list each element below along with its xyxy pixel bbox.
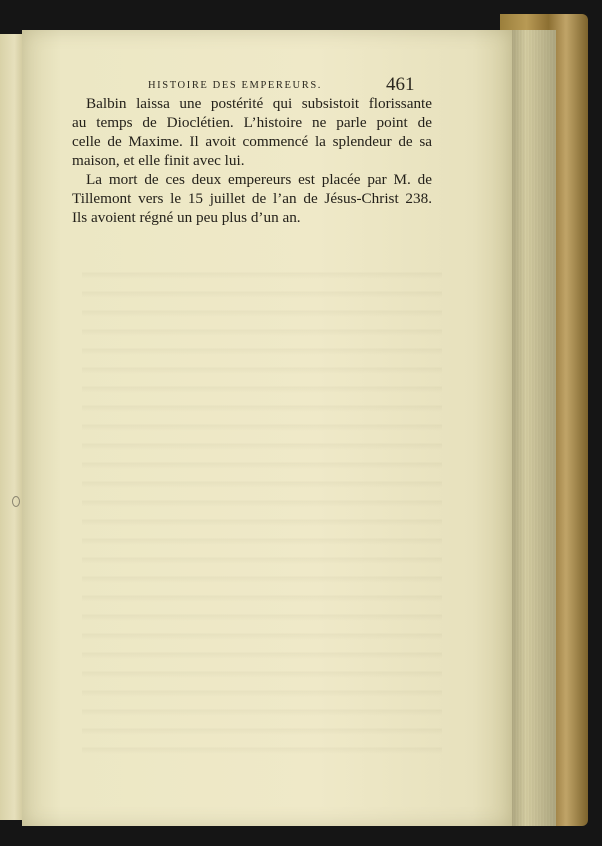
page-number: 461 [386, 74, 415, 95]
text-line: au temps de Dioclétien. L’histoire ne parle point de [72, 114, 432, 131]
text-line: celle de Maxime. Il avoit commencé la splendeur de sa [72, 133, 432, 150]
text-line: La mort de ces deux empereurs est placée par M. de [86, 171, 432, 188]
page-edges-shadow [506, 30, 556, 826]
body-text [72, 94, 432, 227]
text-line: Ils avoient régné un peu plus d’un an. [72, 209, 301, 226]
text-line: maison, et elle finit avec lui. [72, 152, 245, 169]
paragraph-2 [72, 170, 432, 227]
bleed-through-texture [82, 260, 442, 760]
book-page [22, 30, 512, 826]
text-line: Balbin laissa une postérité qui subsistoit florissante [86, 95, 432, 112]
paper-mark [12, 496, 20, 507]
running-head: HISTOIRE DES EMPEREURS. [148, 80, 322, 91]
paragraph-1 [72, 94, 432, 170]
text-line: Tillemont vers le 15 juillet de l’an de Jésus-Christ 238. [72, 190, 432, 207]
